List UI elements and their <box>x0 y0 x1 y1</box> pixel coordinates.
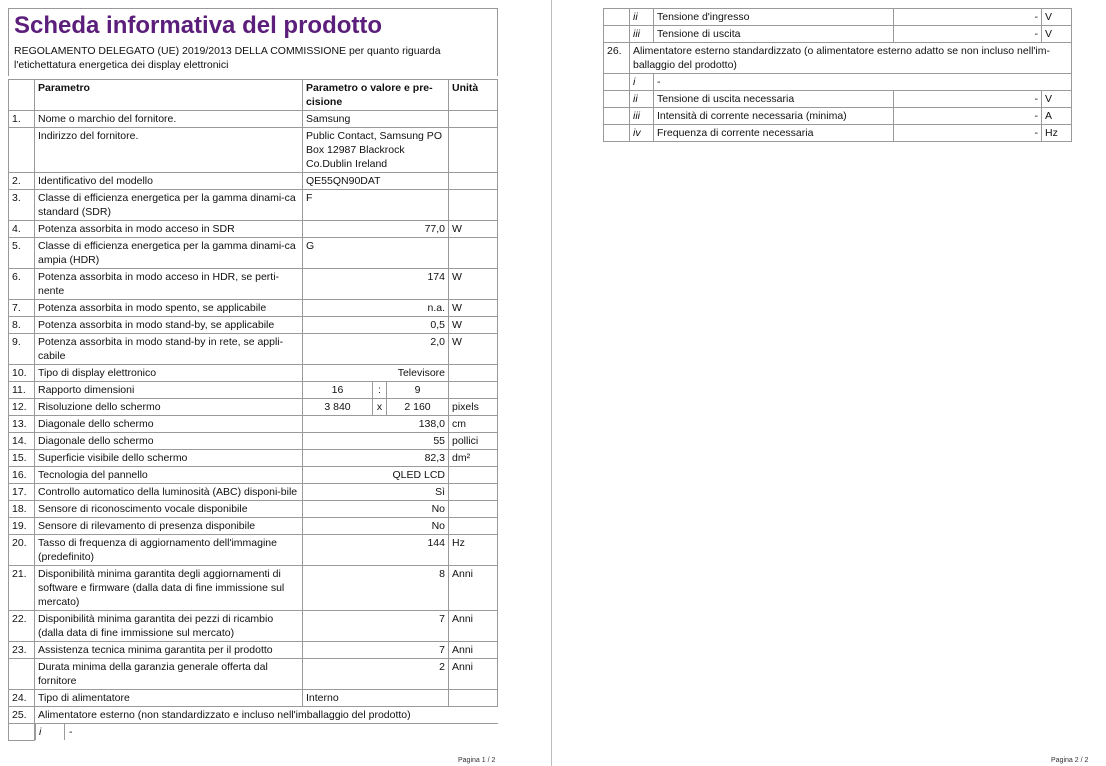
param-value: - <box>894 26 1042 43</box>
param-label: Identificativo del modello <box>35 173 303 190</box>
table-row <box>9 642 498 659</box>
param-label: Tipo di alimentatore <box>35 690 303 707</box>
param-label: Tensione di uscita necessaria <box>654 91 894 108</box>
param-unit: Anni <box>449 659 498 690</box>
sub-item-number: iii <box>630 26 654 43</box>
row-number: 5. <box>9 238 35 269</box>
param-label: Diagonale dello schermo <box>35 416 303 433</box>
param-value: 138,0 <box>303 416 449 433</box>
page-number: Pagina 1 / 2 <box>458 757 496 764</box>
param-unit: Anni <box>449 566 498 611</box>
row-number: 12. <box>9 399 35 416</box>
param-value: 144 <box>303 535 449 566</box>
row-number: 14. <box>9 433 35 450</box>
param-unit: V <box>1042 91 1072 108</box>
table-row <box>9 111 498 128</box>
param-unit: V <box>1042 9 1072 26</box>
param-unit: dm² <box>449 450 498 467</box>
table-row <box>9 690 498 707</box>
param-label: Disponibilità minima garantita degli aggiornamenti di software e firmware (dalla data di fine immissione sul mercato) <box>35 566 303 611</box>
table-row <box>9 518 498 535</box>
ratio-width: 16 <box>303 382 373 399</box>
param-label: Assistenza tecnica minima garantita per il prodotto <box>35 642 303 659</box>
sub-item-number: i <box>630 74 654 91</box>
param-value: Interno <box>303 690 449 707</box>
table-row <box>9 382 498 399</box>
table-row <box>9 334 498 365</box>
regulation-subtitle: REGOLAMENTO DELEGATO (UE) 2019/2013 DELLA COMMISSIONE per quanto riguarda l'etichettatura energetica dei display elettronici <box>14 45 441 71</box>
param-label: Tecnologia del pannello <box>35 467 303 484</box>
table-row <box>9 365 498 382</box>
param-unit: cm <box>449 416 498 433</box>
param-label: Diagonale dello schermo <box>35 433 303 450</box>
param-value: Sì <box>303 484 449 501</box>
row-number: 21. <box>9 566 35 611</box>
table-row <box>9 707 498 724</box>
param-value: 55 <box>303 433 449 450</box>
table-row <box>9 190 498 221</box>
param-value: F <box>303 190 449 221</box>
row-number: 3. <box>9 190 35 221</box>
header-value: Parametro o valore e pre-cisione <box>303 80 449 111</box>
row-number: 22. <box>9 611 35 642</box>
header-unit: Unità <box>449 80 498 111</box>
param-unit: W <box>449 269 498 300</box>
table-row <box>9 659 498 690</box>
row-number: 13. <box>9 416 35 433</box>
row-number: 2. <box>9 173 35 190</box>
table-row <box>604 26 1072 43</box>
sub-item-number: iv <box>630 125 654 142</box>
param-label: Alimentatore esterno (non standardizzato e incluso nell'imballaggio del prodotto) <box>35 707 498 724</box>
table-row <box>9 269 498 300</box>
table-row <box>604 9 1072 26</box>
param-label: Frequenza di corrente necessaria <box>654 125 894 142</box>
param-value: 0,5 <box>303 317 449 334</box>
param-label: Tasso di frequenza di aggiornamento dell'immagine (predefinito) <box>35 535 303 566</box>
param-value: 77,0 <box>303 221 449 238</box>
param-label: Classe di efficienza energetica per la gamma dinami-ca standard (SDR) <box>35 190 303 221</box>
param-unit: W <box>449 317 498 334</box>
param-label: Potenza assorbita in modo stand-by in rete, se appli-cabile <box>35 334 303 365</box>
param-unit: V <box>1042 26 1072 43</box>
row-number: 7. <box>9 300 35 317</box>
param-value: - <box>894 108 1042 125</box>
row-number: 19. <box>9 518 35 535</box>
resolution-width: 3 840 <box>303 399 373 416</box>
param-label: Rapporto dimensioni <box>35 382 303 399</box>
param-label: Intensità di corrente necessaria (minima) <box>654 108 894 125</box>
param-unit: Hz <box>1042 125 1072 142</box>
table-row <box>9 221 498 238</box>
param-label: Tensione di uscita <box>654 26 894 43</box>
row-number: 16. <box>9 467 35 484</box>
param-value: - <box>894 91 1042 108</box>
sub-item-number: ii <box>630 91 654 108</box>
sub-item-number: i <box>36 724 65 740</box>
param-label: Disponibilità minima garantita dei pezzi di ricambio (dalla data di fine immissione sul mercato) <box>35 611 303 642</box>
table-row <box>9 128 498 173</box>
sub-item-number: ii <box>630 9 654 26</box>
document-header <box>8 8 498 76</box>
param-unit: W <box>449 221 498 238</box>
param-value: Televisore <box>303 365 449 382</box>
param-value: 2,0 <box>303 334 449 365</box>
param-value: 174 <box>303 269 449 300</box>
param-unit: A <box>1042 108 1072 125</box>
row-number: 10. <box>9 365 35 382</box>
table-row <box>9 399 498 416</box>
table-row <box>9 433 498 450</box>
param-label: Risoluzione dello schermo <box>35 399 303 416</box>
param-value: 8 <box>303 566 449 611</box>
row-number: 25. <box>9 707 35 724</box>
table-row <box>604 108 1072 125</box>
param-value: QE55QN90DAT <box>303 173 449 190</box>
param-label: Sensore di rilevamento di presenza disponibile <box>35 518 303 535</box>
param-label: Tipo di display elettronico <box>35 365 303 382</box>
param-label: Alimentatore esterno standardizzato (o alimentatore esterno adatto se non incluso nell'im-ballaggio del prodotto) <box>630 43 1072 74</box>
param-value: QLED LCD <box>303 467 449 484</box>
header-param: Parametro <box>35 80 303 111</box>
param-label: Potenza assorbita in modo acceso in SDR <box>35 221 303 238</box>
table-row <box>9 317 498 334</box>
row-number: 18. <box>9 501 35 518</box>
param-label: Potenza assorbita in modo spento, se applicabile <box>35 300 303 317</box>
table-row <box>9 566 498 611</box>
table-row <box>604 125 1072 142</box>
param-label: Indirizzo del fornitore. <box>35 128 303 173</box>
param-label: Tensione d'ingresso <box>654 9 894 26</box>
param-unit: Hz <box>449 535 498 566</box>
param-value: G <box>303 238 449 269</box>
row-number: 23. <box>9 642 35 659</box>
table-row <box>9 467 498 484</box>
param-value: Public Contact, Samsung PO Box 12987 Blackrock Co.Dublin Ireland <box>303 128 449 173</box>
param-unit: pollici <box>449 433 498 450</box>
page-number: Pagina 2 / 2 <box>1051 757 1089 764</box>
param-unit: W <box>449 300 498 317</box>
table-row <box>9 416 498 433</box>
param-unit: Anni <box>449 642 498 659</box>
param-value: 7 <box>303 642 449 659</box>
row-number: 9. <box>9 334 35 365</box>
resolution-separator: x <box>373 399 387 416</box>
row-number: 11. <box>9 382 35 399</box>
table-row <box>604 74 1072 91</box>
page-title: Scheda informativa del prodotto <box>14 12 383 39</box>
table-row <box>604 43 1072 74</box>
table-row <box>9 450 498 467</box>
param-label: Controllo automatico della luminosità (ABC) disponi-bile <box>35 484 303 501</box>
document-page-1 <box>0 0 552 766</box>
row-number: 17. <box>9 484 35 501</box>
param-value: - <box>894 9 1042 26</box>
param-value: No <box>303 518 449 535</box>
sub-item-value: - <box>69 726 73 738</box>
table-row <box>9 611 498 642</box>
param-label: Superficie visibile dello schermo <box>35 450 303 467</box>
row-number: 15. <box>9 450 35 467</box>
row-number: 1. <box>9 111 35 128</box>
row-number: 4. <box>9 221 35 238</box>
param-unit: W <box>449 334 498 365</box>
param-unit: Anni <box>449 611 498 642</box>
table-header-row <box>9 80 498 111</box>
param-label: Classe di efficienza energetica per la gamma dinami-ca ampia (HDR) <box>35 238 303 269</box>
ratio-height: 9 <box>387 382 449 399</box>
row-number: 26. <box>604 43 630 74</box>
param-label: Sensore di riconoscimento vocale disponibile <box>35 501 303 518</box>
param-unit: pixels <box>449 399 498 416</box>
param-value: No <box>303 501 449 518</box>
param-value: 7 <box>303 611 449 642</box>
table-row <box>604 91 1072 108</box>
resolution-height: 2 160 <box>387 399 449 416</box>
ratio-separator: : <box>373 382 387 399</box>
table-row <box>9 238 498 269</box>
product-info-table-continued <box>603 8 1072 142</box>
param-value: - <box>894 125 1042 142</box>
row-number: 6. <box>9 269 35 300</box>
param-value: 2 <box>303 659 449 690</box>
param-label: Nome o marchio del fornitore. <box>35 111 303 128</box>
table-row <box>9 484 498 501</box>
param-value: - <box>654 74 1072 91</box>
table-row <box>9 173 498 190</box>
table-row <box>9 501 498 518</box>
sub-item-number: iii <box>630 108 654 125</box>
row-number: 20. <box>9 535 35 566</box>
table-row <box>9 724 498 741</box>
param-value: Samsung <box>303 111 449 128</box>
row-number: 8. <box>9 317 35 334</box>
param-label: Durata minima della garanzia generale offerta dal fornitore <box>35 659 303 690</box>
param-label: Potenza assorbita in modo acceso in HDR, se perti-nente <box>35 269 303 300</box>
param-label: Potenza assorbita in modo stand-by, se applicabile <box>35 317 303 334</box>
product-info-table <box>8 79 498 741</box>
param-value: n.a. <box>303 300 449 317</box>
row-number: 24. <box>9 690 35 707</box>
table-row <box>9 535 498 566</box>
param-value: 82,3 <box>303 450 449 467</box>
table-row <box>9 300 498 317</box>
